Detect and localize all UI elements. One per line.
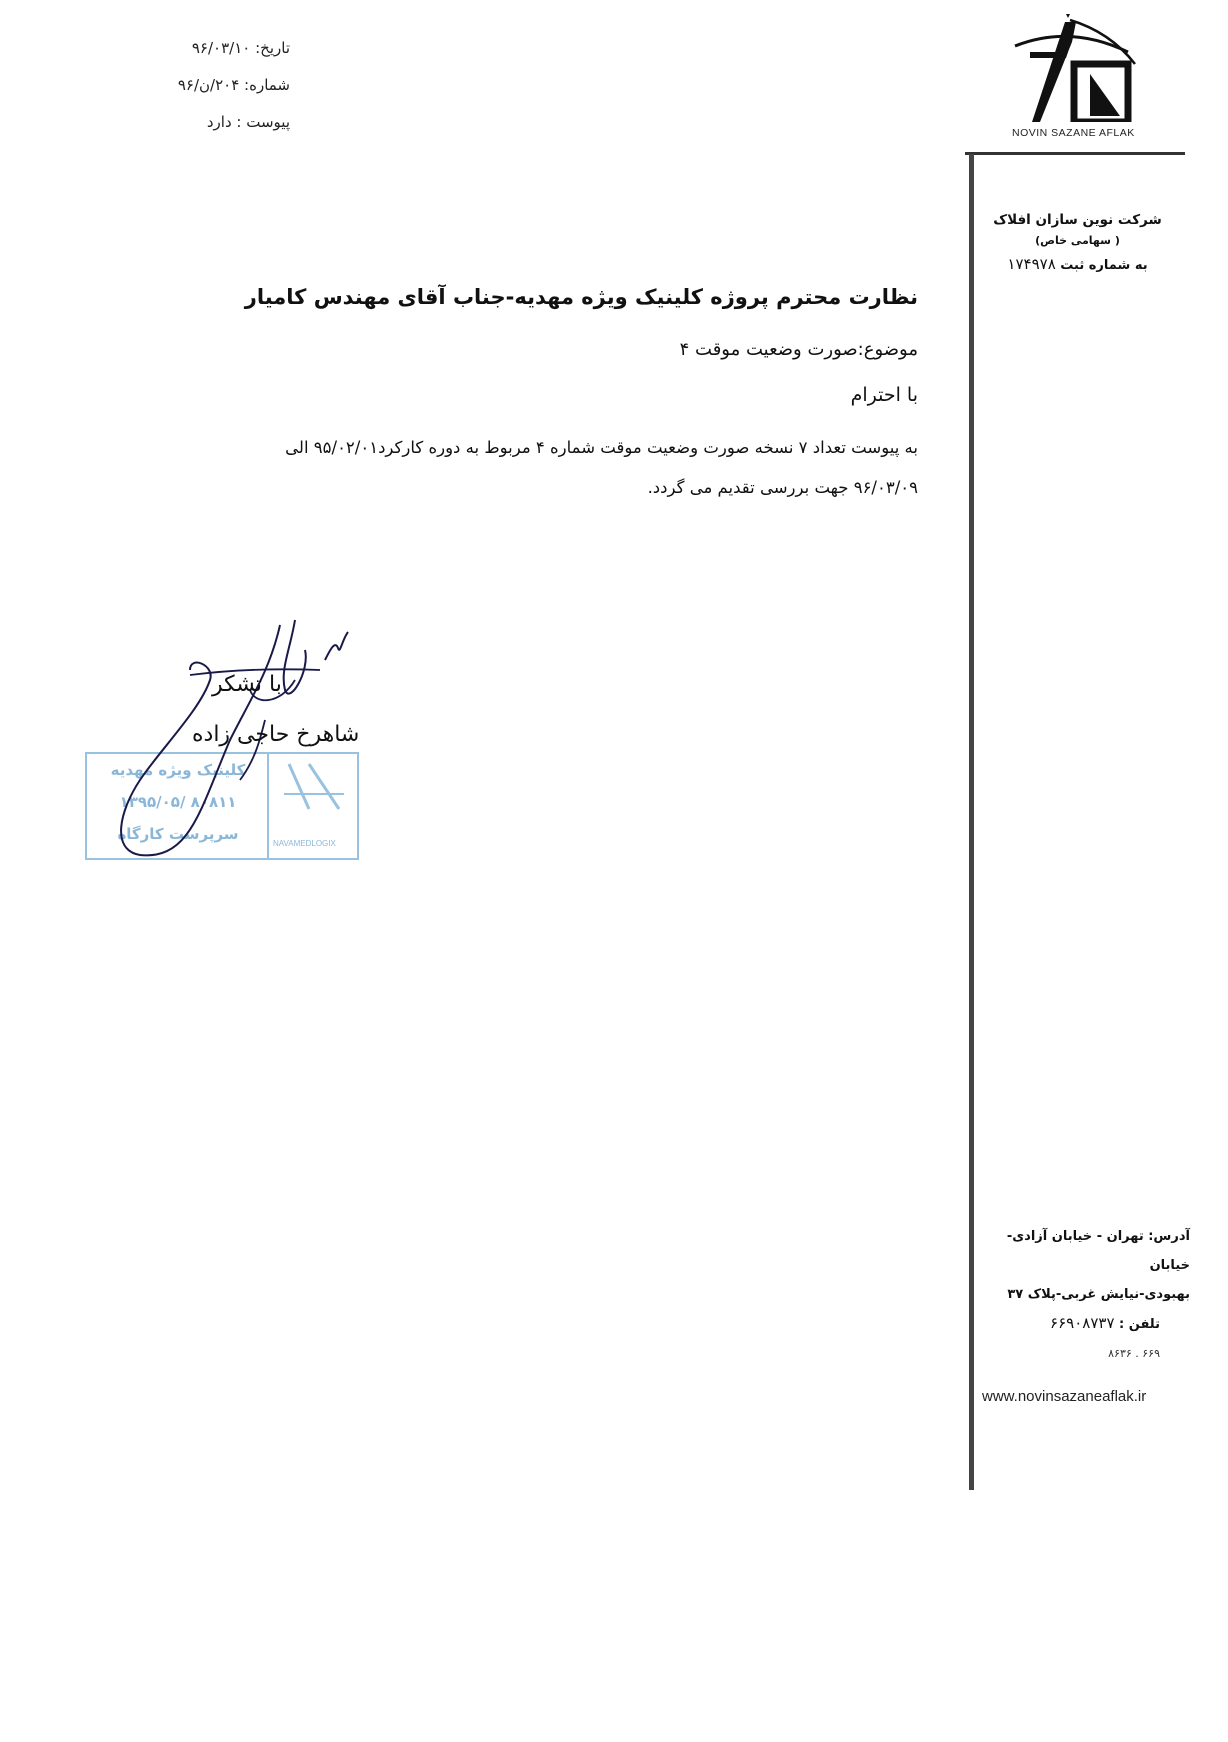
fax-value: ۶۶۹ . ۸۶۳۶ [1108,1347,1160,1360]
letter-body [160,285,918,508]
attachment-label: پیوست : [236,113,290,131]
company-type: ( سهامی خاص) [1035,234,1120,247]
phone-label: تلفن : [1119,1317,1160,1332]
registration-number: ۱۷۴۹۷۸ [1007,255,1056,273]
stamp-line: ۸۰۸۱۱ /۱۳۹۵/۰۵ [119,793,237,811]
subject-line: موضوع:صورت وضعیت موقت ۴ [679,339,918,360]
side-divider [969,154,974,1490]
attachment-value: دارد [206,113,232,131]
signer-name: شاهرخ حاجی زاده [192,722,360,747]
registration-row [985,255,1170,273]
company-info [985,212,1170,273]
company-logo [1010,12,1170,142]
address-line: بهبودی-نیایش غربی-پلاک ۳۷ [1007,1287,1190,1302]
stamp-line: کلینیک ویژه مهدیه [110,761,246,779]
address-line: آدرس: تهران - خیابان آزادی-خیابان [1006,1229,1190,1273]
closing-text: با تشکر [212,672,282,697]
logo-mark-icon [1010,12,1145,122]
number-row [160,67,290,104]
company-address [975,1222,1190,1368]
registration-label: به شماره ثبت [1060,258,1148,273]
logo-brand-text: NOVIN SAZANE AFLAK [1012,127,1135,139]
header-divider [965,152,1185,155]
number-value: ۲۰۴/ن/۹۶ [177,76,240,94]
stamp-line: سرپرست کارگاه [117,825,239,843]
phone-value: ۶۶۹۰۸۷۳۷ [1050,1314,1115,1332]
number-label: شماره: [244,76,290,94]
body-paragraph [160,428,918,508]
body-line: به پیوست تعداد ۷ نسخه صورت وضعیت موقت شماره ۴ مربوط به دوره کارکرد۹۵/۰۲/۰۱ الی [285,438,918,457]
recipient-line: نظارت محترم پروژه کلینیک ویژه مهدیه-جناب آقای مهندس کامیار [244,285,918,309]
company-name: شرکت نوین سازان افلاک [993,212,1162,228]
date-value: ۹۶/۰۳/۱۰ [191,39,251,57]
date-label: تاریخ: [255,39,290,57]
signature-block [80,610,400,870]
phone-row [975,1309,1190,1339]
fax-row [975,1339,1190,1368]
company-website: www.novinsazaneaflak.ir [982,1388,1147,1405]
body-line: ۹۶/۰۳/۰۹ جهت بررسی تقدیم می گردد. [647,478,918,497]
letter-meta [160,30,290,141]
greeting-line: با احترام [850,384,918,406]
date-row [160,30,290,67]
stamp-logo-caption: NAVAMEDLOGIX [273,839,336,848]
attachment-row [160,104,290,141]
